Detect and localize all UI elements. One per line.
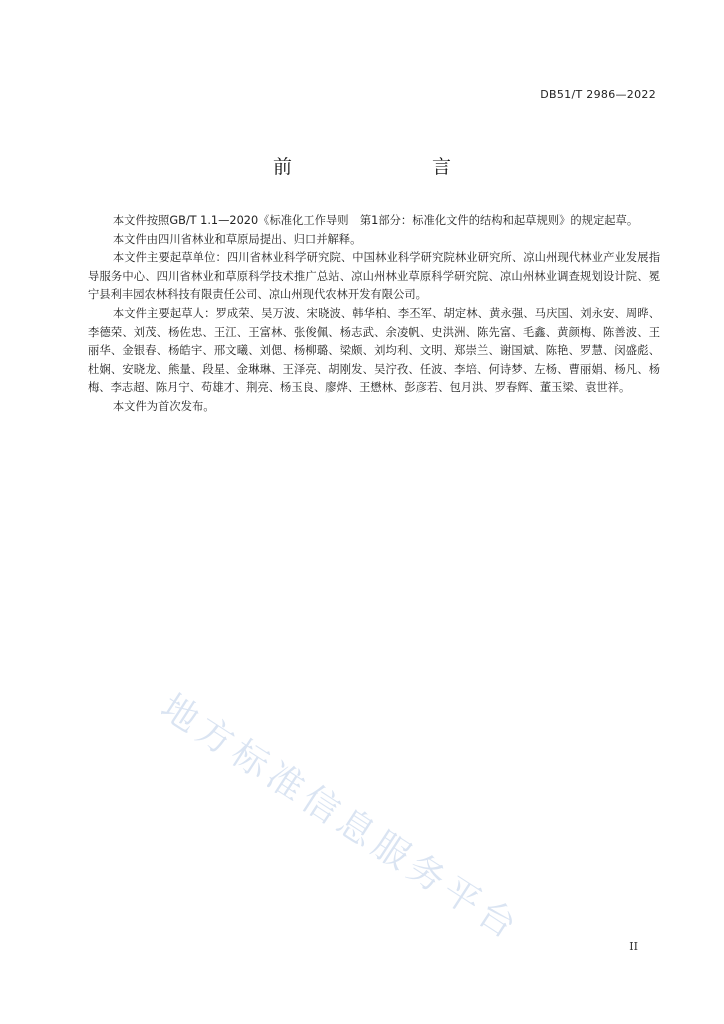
paragraph-proposer: 本文件由四川省林业和草原局提出、归口并解释。 xyxy=(112,232,362,246)
paragraph-drafting-units: 本文件主要起草单位：四川省林业科学研究院、中国林业科学研究院林业研究所、凉山州现代林业产业发展指导服务中心、四川省林业和草原科学技术推广总站、凉山州林业草原科学研究院、凉山州林业调查规划设计院、冕宁县利丰园农林科技有限责任公司、凉山州现代农林开发有限公司。 xyxy=(88,251,660,302)
document-body xyxy=(88,212,660,417)
watermark: 地方标准信息服务平台 xyxy=(153,686,528,950)
paragraph-first-release: 本文件为首次发布。 xyxy=(112,399,215,413)
paragraph-drafting-rules: 本文件按照GB/T 1.1—2020《标准化工作导则 第1部分：标准化文件的结构和起草规则》的规定起草。 xyxy=(112,214,639,227)
page-title: 前 言 xyxy=(272,156,485,178)
page-number: II xyxy=(629,940,638,953)
standard-code: DB51/T 2986—2022 xyxy=(540,88,656,101)
paragraph-drafters: 本文件主要起草人：罗成荣、吴万波、宋晓波、韩华柏、李丕军、胡定林、黄永强、马庆国、刘永安、周晔、李德荣、刘茂、杨佐忠、王江、王富林、张俊佩、杨志武、余凌帆、史洪洲、陈先富、毛鑫、黄颜梅、陈善波、王丽华、金银春、杨皓宇、邢文曦、刘偲、杨柳璐、梁颇、刘均利、文明、郑崇兰、谢国斌、陈艳、罗慧、闵盛彪、杜娴、安晓龙、熊量、段星、金琳琳、王泽亮、胡刚发、吴泞孜、任波、李培、何诗梦、左杨、曹丽娟、杨凡、杨梅、李志超、陈月宁、苟雄才、荆亮、杨玉良、廖烨、王懋林、彭彦若、包月洪、罗春辉、董玉梁、袁世祥。 xyxy=(88,306,660,395)
